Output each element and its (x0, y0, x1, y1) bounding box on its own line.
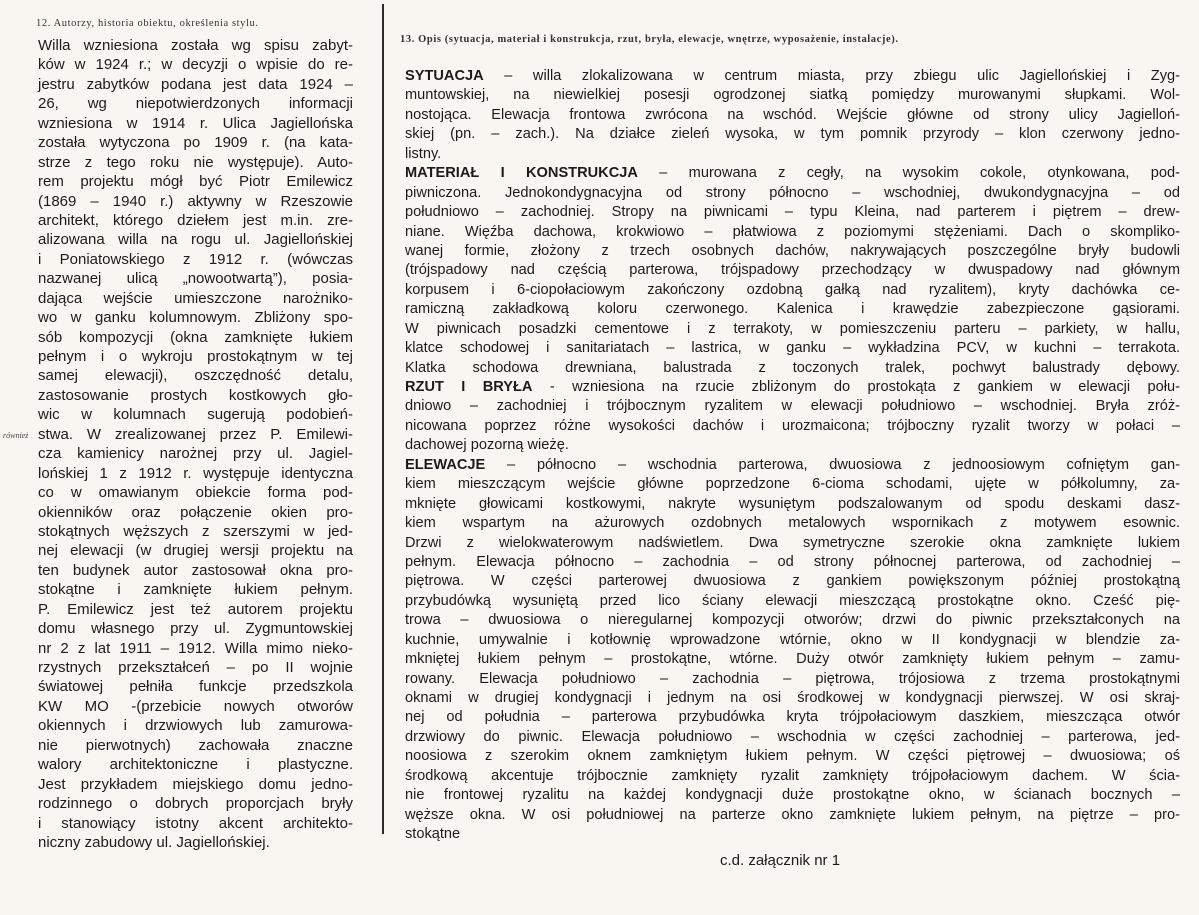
line-text: południowo – zachodniej. Stropy na piwnicami – typu Kleina, nad parterem i piętrem – drew- (405, 204, 1180, 221)
text-line (405, 261, 1180, 280)
text-line: niczny zabudowy ul. Jagiellońskiej. (38, 833, 270, 851)
text-line (405, 650, 1180, 669)
text-line (405, 67, 1180, 86)
text-line: Jest przykładem miejskiego domu jedno- (38, 775, 353, 793)
line-text: listny. (405, 145, 442, 162)
line-text: kiem mieszczącym wejście główne poprzedzone 6-cioma schodami, ujęte w półkolumny, za- (405, 476, 1180, 493)
text-line (405, 572, 1180, 591)
text-line: została wytyczona po 1909 r. (na kata- (38, 134, 353, 152)
line-text: wanej formie, złożony z trzech osobnych dachów, nakrywających poszczególne bryły budowli (405, 242, 1180, 259)
text-line (405, 86, 1180, 105)
text-line: cza kamienicy narożnej przy ul. Jagiel- (38, 445, 353, 463)
authors-history-text (38, 36, 353, 852)
text-line: strze z tego roku nie występuje). Auto- (38, 153, 353, 171)
line-text: pełnym. Elewacja północno – zachodnia – od strony północnej parterowa, od zachodniej – (405, 553, 1180, 570)
text-line: nie pierwotnych) zachowała znaczne (38, 736, 353, 754)
line-text: nostojąca. Elewacja frontowa zwrócona na wschód. Wejście główne od strony ulicy Jagielloń- (405, 106, 1180, 123)
text-line (405, 670, 1180, 689)
line-text: ramiczną zakładkową koloru czerwonego. Kalenica i krawędzie zabezpieczone gąsiorami. (405, 301, 1180, 318)
line-text: dachowej pozorną wieżę. (405, 437, 569, 454)
text-line: walory architektoniczne i plastyczne. (38, 756, 353, 774)
line-text: Klatka schodowa drewniana, balustrada z toczonych tralek, pochwyt balustrady dębowy. (405, 359, 1180, 376)
line-text: muntowskiej, na niewielkiej posesji ogrodzonej siatką pomiędzy murowanymi słupkami. Wol- (405, 87, 1180, 104)
text-line: i stanowiący istotny akcent architekto- (38, 814, 353, 832)
text-line: domu własnego przy ul. Zygmuntowskiej (38, 620, 353, 638)
text-line: samej elewacji), oszczędność detalu, (38, 367, 353, 385)
text-line: i Poniatowskiego z 1912 r. (wówczas (38, 250, 353, 268)
text-line (405, 397, 1180, 416)
section-12-heading: 12. Autorzy, historia obiektu, określenia stylu. (36, 18, 259, 29)
line-text: nie frontowej ryzalitu na każdej kondygnacji duże prostokątne okno, w ścianach bocznych – (405, 787, 1180, 804)
line-text: mknięte głowicami kostkowymi, nakryte wysuniętym podszalowanym od spodu deskami dasz- (405, 495, 1180, 512)
text-line: światowej pełniła funkcje przedszkola (38, 678, 353, 696)
text-line (405, 611, 1180, 630)
text-line: architekt, którego dziełem jest m.in. zre- (38, 211, 353, 229)
handwritten-insert: również (3, 431, 29, 440)
text-line: KW MO -(przebicie nowych otworów (38, 697, 353, 715)
line-text: – murowana z cegły, na wysokim cokole, otynkowana, pod- (637, 165, 1180, 182)
line-text: nej od południa – parterowa przybudówka kryta trójpołaciowym daszkiem, mieszcząca otwór (405, 709, 1180, 726)
text-line: wic w kolumnach sugerują podobień- (38, 406, 353, 424)
text-line (405, 767, 1180, 786)
text-line: pełnym i o wykroju prostokątnym w tej (38, 348, 353, 365)
line-text: piętrowa. W części parterowej dwuosiowa z gankiem powiększonym później prostokątną (405, 573, 1180, 590)
text-line (405, 417, 1180, 436)
column-divider (382, 4, 384, 834)
line-text: rowany. Elewacja południowo – zachodnia – piętrowa, trójosiowa z trzema prostokątnymi (405, 670, 1180, 687)
text-line (405, 689, 1180, 708)
line-text: dniowo – zachodniej i trójbocznym ryzalitem w elewacji południowo – wschodniej. Bryła zróż- (405, 398, 1180, 415)
text-line (405, 203, 1180, 222)
text-line (405, 514, 1180, 533)
section-label: SYTUACJA (405, 68, 484, 84)
line-text: korpusem i 6-ciopołaciowym zakończony ozdobną gałką nad ryzalitem), kryty dachówka ce- (405, 281, 1180, 298)
text-line: rem projektu mógł być Piotr Emilewicz (38, 173, 353, 191)
line-text: niane. Więźba dachowa, krokwiowo – płatwiowa z poziomymi stężeniami. Dach o skomplikо- (405, 223, 1180, 240)
text-line: nej elewacji (w drugiej wersji projektu na (38, 542, 353, 560)
text-line: 26, wg niepotwierdzonych informacji (38, 95, 353, 113)
text-line: zastosowanie prostych kostkowych gło- (38, 386, 353, 404)
line-text: piwniczona. Jednokondygnacyjna od strony północno – wschodniej, dwukondygnacyjna – od (405, 184, 1180, 201)
text-line: okiennych i drzwiowych lub zamurowa- (38, 717, 353, 735)
text-line (405, 281, 1180, 300)
text-line: alizowana willa na rogu ul. Jagiellońskiej (38, 231, 353, 249)
text-line: dająca wejście umieszczone narożniko- (38, 289, 353, 307)
text-line: stokątnych węższych z szerszymi w jed- (38, 522, 353, 540)
text-line: rodzinnego o dobrych proporcjach bryły (38, 795, 353, 813)
text-line (405, 708, 1180, 727)
text-line (405, 728, 1180, 747)
text-line (405, 786, 1180, 805)
line-text: środkową akcentuje trójbocznie zamknięty ryzalit zamknięty trójpołaciowym dachem. W ścia- (405, 767, 1180, 784)
text-line: wzniesiona w 1914 r. Ulica Jagiellońska (38, 114, 353, 132)
text-line (405, 631, 1180, 650)
text-line: stwa. W zrealizowanej przez P. Emilewi- (38, 425, 353, 443)
text-line: wo w ganku kolumnowym. Zbliżony spo- (38, 309, 353, 327)
text-line (405, 320, 1180, 339)
text-line: (1869 – 1940 r.) aktywny w Rzeszowie (38, 192, 353, 210)
text-line (405, 125, 1180, 144)
text-line (405, 242, 1180, 261)
line-text: W piwnicach posadzki cementowe i z terrakoty, w pomieszczeniu parteru – parkiety, w hallu, (405, 320, 1180, 337)
text-line (405, 747, 1180, 766)
line-text: kuchnie, umywalnie i kotłownię wprowadzone wtórnie, okno w II kondygnacji w blendzie za- (405, 631, 1180, 648)
text-line (405, 456, 1180, 475)
line-text: – willa zlokalizowana w centrum miasta, przy zbiegu ulic Jagiellońskiej i Zyg- (483, 68, 1180, 84)
section-label: MATERIAŁ I KONSTRUKCJA (405, 165, 638, 182)
text-line: sób kompozycji (okna zamknięte łukiem (38, 328, 353, 346)
line-text: nicowana poprzez różne wysokości dachów i urozmaicona; trójboczny ryzalit tworzy w połaci – (405, 417, 1180, 434)
continuation-note: c.d. załącznik nr 1 (720, 852, 841, 869)
text-line (405, 534, 1180, 553)
text-line (405, 553, 1180, 572)
line-text: oknami w drugiej kondygnacji i jednym na osi środkowej w kondygnacji pierwszej. W osi skraj- (405, 690, 1180, 706)
text-line: lońskiej 1 z 1912 r. występuje identyczna (38, 464, 353, 482)
line-text: - wzniesiona na rzucie zbliżonym do prostokąta z gankiem w elewacji połu- (532, 379, 1180, 395)
text-line: okienników oraz połączenie okien pro- (38, 503, 353, 521)
line-text: Drzwi z wielokwaterowym nadświetlem. Dwa symetryczne szerokie okna zamknięte lukiem (405, 534, 1180, 551)
description-text (405, 67, 1180, 845)
line-text: stokątne (405, 826, 461, 843)
line-text: węższe okna. W osi południowej na parterze okno zamknięte lukiem pełnym, na piętrze – pro- (405, 806, 1180, 823)
text-line (405, 164, 1180, 183)
text-line (405, 106, 1180, 125)
section-13-heading: 13. Opis (sytuacja, materiał i konstrukcja, rzut, bryła, elewacje, wnętrze, wyposażenie, instalacje). (400, 34, 899, 45)
text-line: ków w 1924 r.; w decyzji o wpisie do re- (38, 56, 353, 74)
text-line (405, 223, 1180, 242)
text-line (405, 495, 1180, 514)
line-text: klatce schodowej i sanitariatach – lastrica, w ganku – wykładzina PCV, w kuchni – terrakota. (405, 340, 1180, 357)
text-line: ten budynek autor zastosował okna pro- (38, 561, 353, 579)
text-line (405, 300, 1180, 319)
text-line: co w omawianym obiekcie forma pod- (38, 484, 353, 502)
text-line: stokątne i zamknięte łukiem pełnym. (38, 581, 353, 599)
text-line (405, 436, 1180, 455)
line-text: noosiowa z szerokim oknem zamkniętym łukiem pełnym. W części piętrowej – dwuosiowa; oś (405, 748, 1180, 765)
text-line (405, 806, 1180, 825)
line-text: przybudówką wysuniętą przed lico ściany elewacji mieszczącą prostokątne okno. Cześć pię- (405, 592, 1180, 609)
text-line: jestru zabytków podana jest data 1924 – (38, 75, 353, 93)
line-text: drzwiowy do piwnic. Elewacja południowo – wschodnia w części zachodniej – parterowa, jed- (405, 728, 1180, 745)
text-line: Willa wzniesiona została wg spisu zabyt- (38, 37, 353, 54)
text-line: rzystnych przekształceń – po II wojnie (38, 659, 353, 676)
text-line (405, 592, 1180, 611)
text-line (405, 475, 1180, 494)
line-text: – północno – wschodnia parterowa, dwuosiowa z jednoosiowym cofniętym gan- (485, 456, 1180, 473)
text-line (405, 378, 1180, 397)
line-text: kiem wspartym na ażurowych ozdobnych metalowych wspornikach z motywem esownic. (405, 515, 1180, 532)
text-line: P. Emilewicz jest też autorem projektu (38, 600, 353, 618)
line-text: skiej (pn. – zach.). Na działce zieleń wysoka, w tym pomnik przyrody – klon czerwony jedno- (405, 126, 1180, 143)
section-label: ELEWACJE (405, 456, 486, 473)
text-line (405, 359, 1180, 378)
line-text: mkniętej łukiem pełnym – prostokątne, wtórne. Duży otwór zamknięty łukiem pełnym – zamu- (405, 651, 1180, 668)
line-text: (trójspadowy nad częścią parterowa, trójspadowy przechodzący w dwuspadowy nad głównym (405, 262, 1180, 279)
text-line: nazwanej ulicą „nowootwartą”), posia- (38, 270, 353, 288)
text-line (405, 145, 1180, 164)
line-text: trowa – dwuosiowa o nieregularnej kompozycji otworów; drzwi do piwnic przekształconych na (405, 612, 1180, 629)
text-line (405, 184, 1180, 203)
section-label: RZUT I BRYŁA (405, 379, 533, 395)
text-line: nr 2 z lat 1911 – 1912. Willa mimo nieko- (38, 639, 353, 657)
text-line (405, 825, 1180, 844)
text-line (405, 339, 1180, 358)
